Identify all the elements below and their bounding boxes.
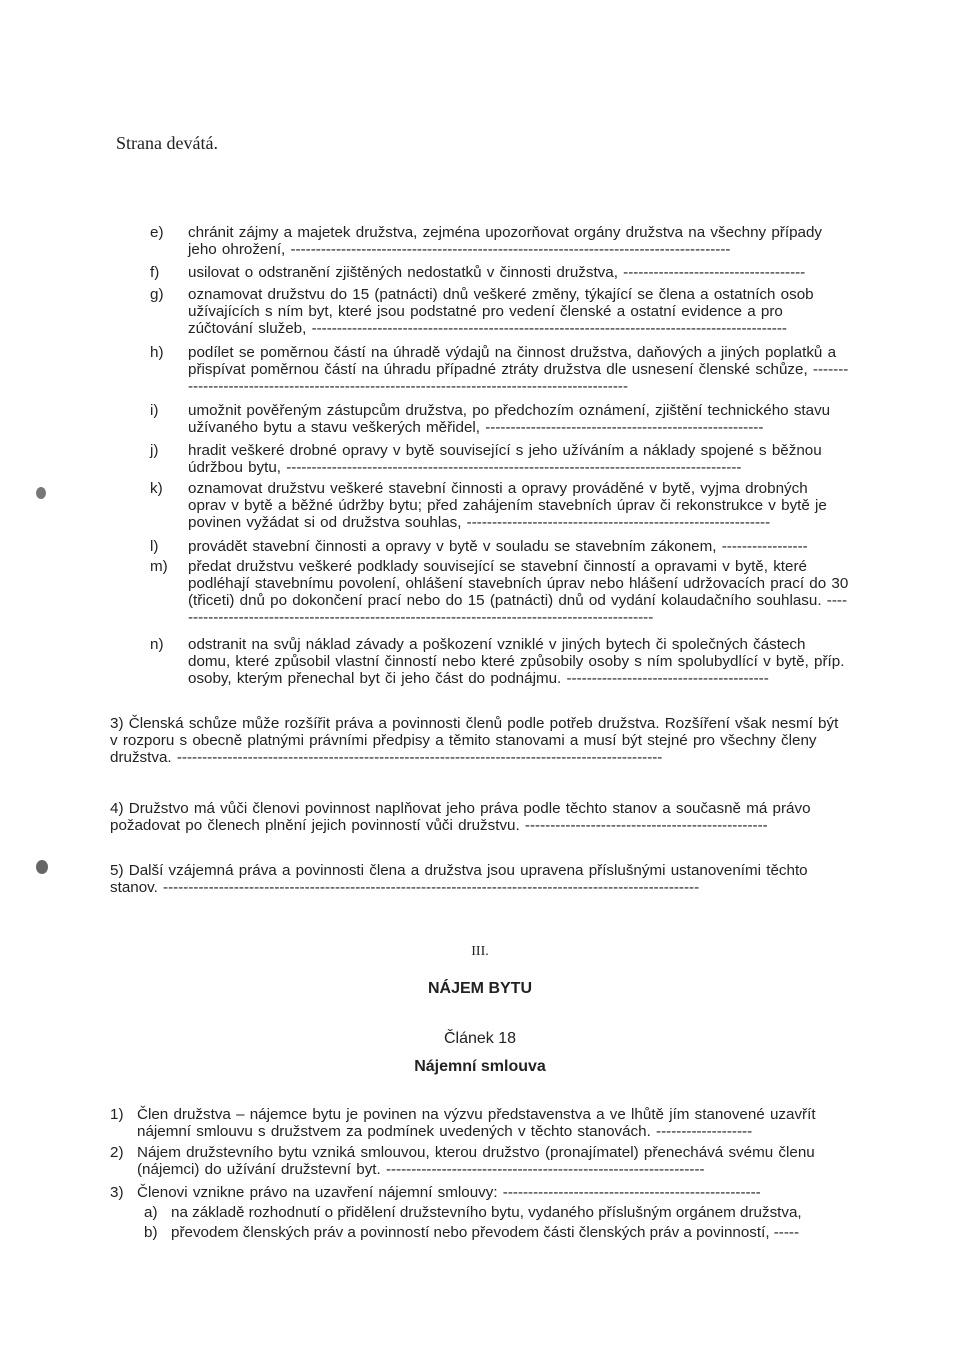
paragraph-3: 3) Členská schůze může rozšířit práva a povinnosti členů podle potřeb družstva. Rozšíření však nesmí být v rozporu s obecně platnými právními předpisy a těmito stanovami a musí být stejné pro všechny členy družstva. ------------------------------------------------------------------------------------------------	[110, 715, 839, 766]
section-title: NÁJEM BYTU	[427, 980, 532, 997]
scan-mark	[36, 860, 48, 874]
paragraph-5: 5) Další vzájemná práva a povinnosti člena a družstva jsou upravena příslušnými ustanoveními těchto stanov. ----------------------------------------------------------------------------------------------------------	[110, 862, 808, 896]
numbered-item-text: Člen družstva – nájemce bytu je povinen na výzvu představenstva a ve lhůtě jím stanovené uzavřít nájemní smlouvu s družstvem za podmínek uvedených v těchto stanovách. -------------------	[137, 1106, 816, 1140]
numbered-item-label: 3)	[110, 1184, 124, 1201]
article-title: Nájemní smlouva	[414, 1058, 546, 1075]
list-item-label: k)	[150, 480, 163, 497]
list-item-text: odstranit na svůj náklad závady a poškození vzniklé v jiných bytech či společných částech domu, které způsobil vlastní činností nebo které způsobily osoby s ním spolubydlící v bytě, příp. osoby, kterým přenechal byt či jeho část do podnájmu. ----------------------------------------	[188, 636, 845, 687]
list-item-label: h)	[150, 344, 164, 361]
list-item-text: předat družstvu veškeré podklady související se stavební činností a opravami v bytě, které podléhají stavebnímu povolení, ohlášení stavebních úprav nebo hlášení udržovacích prací do 30 (třiceti) dnů po dokončení prací nebo do 15 (patnácti) dnů od vydání kolaudačního souhlasu. ------------------------------------------------------------------------------------------------	[188, 558, 849, 626]
section-number: III.	[471, 944, 489, 959]
list-item-label: m)	[150, 558, 168, 575]
numbered-item-text: Nájem družstevního bytu vzniká smlouvou, kterou družstvo (pronajímatel) přenechává svému členu (nájemci) do užívání družstevní byt. ---------------------------------------------------------------	[137, 1144, 815, 1178]
list-item-text: provádět stavební činnosti a opravy v bytě v souladu se stavebním zákonem, -----------------	[188, 538, 808, 555]
article-number: Článek 18	[443, 1030, 517, 1047]
sub-item-text: převodem členských práv a povinností nebo převodem části členských práv a povinností, -----	[171, 1224, 800, 1241]
list-item-text: usilovat o odstranění zjištěných nedostatků v činnosti družstva, ------------------------------------	[188, 264, 806, 281]
sub-item-label: a)	[144, 1204, 158, 1221]
list-item-text: umožnit pověřeným zástupcům družstva, po předchozím oznámení, zjištění technického stavu užívaného bytu a stavu veškerých měřidel, -------------------------------------------------------	[188, 402, 831, 436]
list-item-text: oznamovat družstvu veškeré stavební činnosti a opravy prováděné v bytě, vyjma drobných oprav v bytě a běžné údržby bytu; před zahájením stavebních úprav či rekonstrukce v bytě je povinen vyžádat si od družstva souhlas, ------------------------------------------------------------	[188, 480, 827, 531]
sub-item-text: na základě rozhodnutí o přidělení družstevního bytu, vydaného příslušným orgánem družstva,	[171, 1204, 802, 1221]
list-item-text: oznamovat družstvu do 15 (patnácti) dnů veškeré změny, týkající se člena a ostatních osob užívajících s ním byt, které jsou podstatné pro vedení členské a ostatní evidence a pro zúčtování služeb, ----------------------------------------------------------------------------------------------	[188, 286, 814, 337]
list-item-label: e)	[150, 224, 164, 241]
page-header: Strana devátá.	[116, 133, 218, 153]
numbered-item-text: Členovi vznikne právo na uzavření nájemní smlouvy: ---------------------------------------------------	[137, 1184, 761, 1201]
list-item-text: podílet se poměrnou částí na úhradě výdajů na činnost družstva, daňových a jiných poplatků a přispívat poměrnou částí na úhradu případné ztráty družstva dle usnesení členské schůze, ----------------------------------------------------------------------------------------------	[188, 344, 849, 395]
sub-item-label: b)	[144, 1224, 158, 1241]
paragraph-4: 4) Družstvo má vůči členovi povinnost naplňovat jeho práva podle těchto stanov a současně má právo požadovat po členech plnění jejich povinností vůči družstvu. ------------------------------------------------	[110, 800, 811, 834]
list-item-label: f)	[150, 264, 160, 281]
list-item-text: hradit veškeré drobné opravy v bytě související s jeho užíváním a náklady spojené s běžnou údržbou bytu, ------------------------------------------------------------------------------------------	[188, 442, 822, 476]
list-item-label: g)	[150, 286, 164, 303]
list-item-label: n)	[150, 636, 164, 653]
list-item-text: chránit zájmy a majetek družstva, zejména upozorňovat orgány družstva na všechny případy jeho ohrožení, ---------------------------------------------------------------------------------------	[188, 224, 822, 258]
numbered-item-label: 1)	[110, 1106, 124, 1123]
scan-mark	[36, 487, 46, 499]
numbered-item-label: 2)	[110, 1144, 124, 1161]
list-item-label: i)	[150, 402, 159, 419]
list-item-label: l)	[150, 538, 159, 555]
list-item-label: j)	[150, 442, 159, 459]
